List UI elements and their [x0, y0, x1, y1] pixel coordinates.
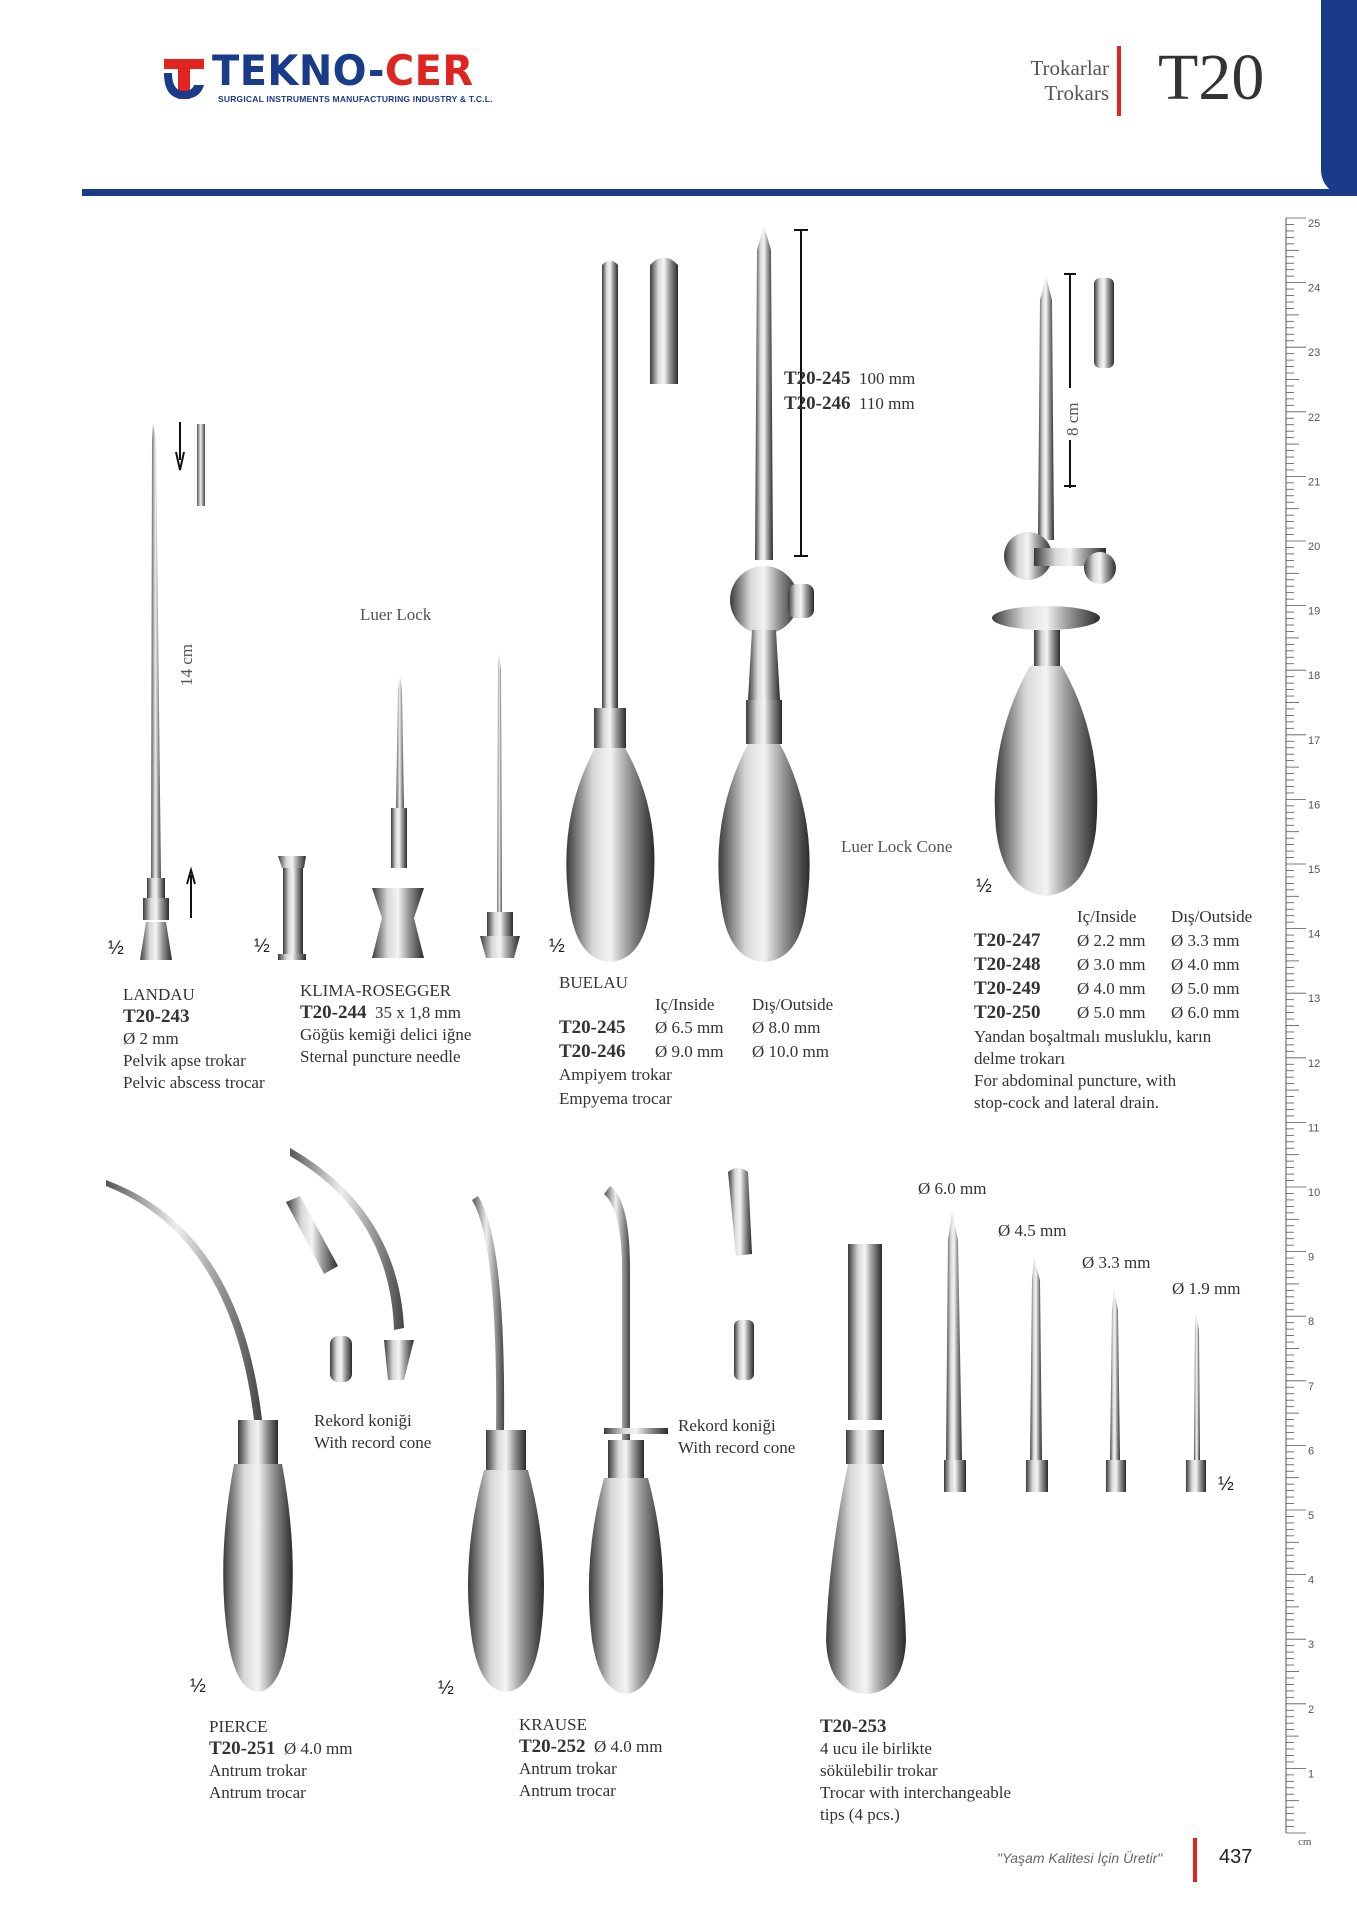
footer-slogan: "Yaşam Kalitesi İçin Üretir" — [997, 1850, 1163, 1866]
desc-line: tips (4 pcs.) — [820, 1805, 900, 1824]
desc-line: sökülebilir trokar — [820, 1761, 938, 1780]
product-code: T20-252 — [519, 1736, 586, 1757]
tip-diameter-1: Ø 6.0 mm — [918, 1179, 987, 1198]
length-14cm-label: 14 cm — [177, 643, 196, 686]
ruler-label: 14 — [1308, 928, 1321, 941]
ruler-label: 17 — [1308, 734, 1321, 747]
product-desc-en: Pelvic abscess trocar — [123, 1073, 265, 1092]
table-row: T20-245 Ø 6.5 mm Ø 8.0 mm — [559, 1017, 821, 1038]
product-desc-tr: Pelvik apse trokar — [123, 1051, 246, 1070]
product-desc-en: Sternal puncture needle — [300, 1047, 461, 1066]
product-size: Ø 4.0 mm — [594, 1737, 663, 1756]
ruler-label: 9 — [1308, 1251, 1315, 1264]
product-size: Ø 2 mm — [123, 1029, 179, 1048]
table-row: T20-249 Ø 4.0 mm Ø 5.0 mm — [974, 978, 1240, 999]
ruler-label: 12 — [1308, 1057, 1321, 1070]
footer-divider — [1193, 1838, 1197, 1882]
krause-block — [519, 1714, 662, 1802]
ruler-label: 21 — [1308, 476, 1321, 489]
klima-rosegger-image — [278, 652, 520, 960]
table-row: T20-250 Ø 5.0 mm Ø 6.0 mm — [974, 1002, 1240, 1023]
scale-half-mark: ½ — [108, 938, 124, 959]
product-desc-tr: Antrum trokar — [519, 1759, 617, 1778]
product-code: T20-253 — [820, 1716, 887, 1737]
section-code: T20 — [1158, 41, 1265, 114]
length-8cm-label: 8 cm — [1063, 402, 1082, 436]
ruler-label: 15 — [1308, 864, 1321, 876]
buelau-col-outside: Dış/Outside — [752, 995, 834, 1014]
length-row-245: T20-245 100 mm — [784, 368, 916, 389]
ruler-label: 13 — [1308, 993, 1321, 1006]
cm-ruler — [1284, 214, 1322, 1836]
ruler-label: 8 — [1308, 1316, 1315, 1329]
product-size: 35 x 1,8 mm — [375, 1003, 461, 1022]
luer-lock-cone-label: Luer Lock Cone — [841, 837, 953, 856]
page-number: 437 — [1219, 1846, 1253, 1868]
table-row: T20-246 Ø 9.0 mm Ø 10.0 mm — [559, 1041, 829, 1062]
length-row-246: T20-246 110 mm — [784, 393, 915, 414]
scale-half-mark: ½ — [190, 1676, 206, 1697]
product-desc-tr: Antrum trokar — [209, 1761, 307, 1780]
ruler-label: 25 — [1308, 218, 1321, 230]
product-size: Ø 4.0 mm — [284, 1739, 353, 1758]
ruler-label: 3 — [1308, 1639, 1315, 1652]
desc-line: Yandan boşaltmalı musluklu, karın — [974, 1027, 1212, 1046]
desc-line: Trocar with interchangeable — [820, 1783, 1012, 1802]
luer-lock-label: Luer Lock — [360, 605, 432, 624]
product-name: PIERCE — [209, 1717, 268, 1736]
scale-half-mark: ½ — [254, 936, 270, 957]
product-code: T20-243 — [123, 1006, 190, 1027]
buelau-desc-en: Empyema trocar — [559, 1089, 672, 1108]
t20-253-image — [826, 1212, 1206, 1694]
record-cone-label: Rekord koniği With record cone — [314, 1411, 432, 1452]
ruler-label: 4 — [1308, 1574, 1315, 1587]
klima-block — [300, 980, 471, 1068]
product-code: T20-251 — [209, 1738, 276, 1759]
t253-block — [820, 1716, 1011, 1826]
category-en: Trokars — [1044, 81, 1109, 105]
product-desc-en: Antrum trocar — [519, 1781, 616, 1800]
scale-half-mark: ½ — [976, 876, 992, 897]
ruler-label: 23 — [1308, 347, 1321, 360]
scale-half-mark: ½ — [438, 1678, 454, 1699]
tip-diameter-3: Ø 3.3 mm — [1082, 1253, 1151, 1272]
record-cone-label: Rekord koniği With record cone — [678, 1416, 796, 1457]
ruler-label: 16 — [1308, 799, 1321, 812]
drain-description — [974, 1026, 1211, 1114]
ruler-label: 1 — [1308, 1768, 1315, 1781]
buelau-name: BUELAU — [559, 973, 628, 992]
pierce-block — [209, 1716, 352, 1804]
product-name: KLIMA-ROSEGGER — [300, 981, 452, 1000]
drain-trocar-image — [992, 274, 1116, 896]
scale-half-mark: ½ — [1218, 1474, 1234, 1495]
ruler-label: 11 — [1308, 1122, 1320, 1135]
ruler-unit: cm — [1298, 1836, 1312, 1848]
desc-line: For abdominal puncture, with — [974, 1071, 1177, 1090]
ruler-label: 2 — [1308, 1703, 1315, 1716]
ruler-label: 10 — [1308, 1187, 1321, 1199]
tip-diameter-2: Ø 4.5 mm — [998, 1221, 1067, 1240]
buelau-col-inside: Iç/Inside — [655, 995, 715, 1014]
desc-line: stop-cock and lateral drain. — [974, 1093, 1160, 1112]
ruler-label: 24 — [1308, 282, 1321, 295]
buelau-desc-tr: Ampiyem trokar — [559, 1065, 672, 1084]
ruler-label: 18 — [1308, 670, 1321, 683]
ruler-label: 6 — [1308, 1445, 1315, 1458]
ruler-label: 7 — [1308, 1380, 1315, 1393]
brand-logo: TEKNO-CER — [212, 46, 474, 95]
product-desc-tr: Göğüs kemiği delici iğne — [300, 1025, 472, 1044]
ruler-label: 22 — [1308, 411, 1321, 424]
product-name: LANDAU — [123, 985, 195, 1004]
table-row: T20-248 Ø 3.0 mm Ø 4.0 mm — [974, 954, 1240, 975]
landau-block — [123, 984, 265, 1094]
table-row: T20-247 Ø 2.2 mm Ø 3.3 mm — [974, 930, 1240, 951]
drain-col-inside: Iç/Inside — [1077, 907, 1137, 926]
ruler-label: 20 — [1308, 541, 1321, 553]
product-code: T20-244 — [300, 1002, 367, 1023]
landau-trocar-image — [140, 422, 205, 960]
drain-col-outside: Dış/Outside — [1171, 907, 1253, 926]
buelau-trocar-image — [566, 258, 678, 963]
scale-half-mark: ½ — [549, 936, 565, 957]
product-name: KRAUSE — [519, 1715, 588, 1734]
desc-line: 4 ucu ile birlikte — [820, 1739, 932, 1758]
tip-diameter-4: Ø 1.9 mm — [1172, 1279, 1241, 1298]
brand-tagline: SURGICAL INSTRUMENTS MANUFACTURING INDUSTRY & T.C.L. — [218, 94, 493, 104]
category-tr: Trokarlar — [1030, 56, 1109, 80]
product-desc-en: Antrum trocar — [209, 1783, 306, 1802]
ruler-label: 5 — [1308, 1510, 1315, 1522]
t20-245-image — [718, 226, 814, 962]
ruler-label: 19 — [1308, 605, 1321, 618]
header-corner — [1321, 0, 1357, 196]
desc-line: delme trokarı — [974, 1049, 1066, 1068]
